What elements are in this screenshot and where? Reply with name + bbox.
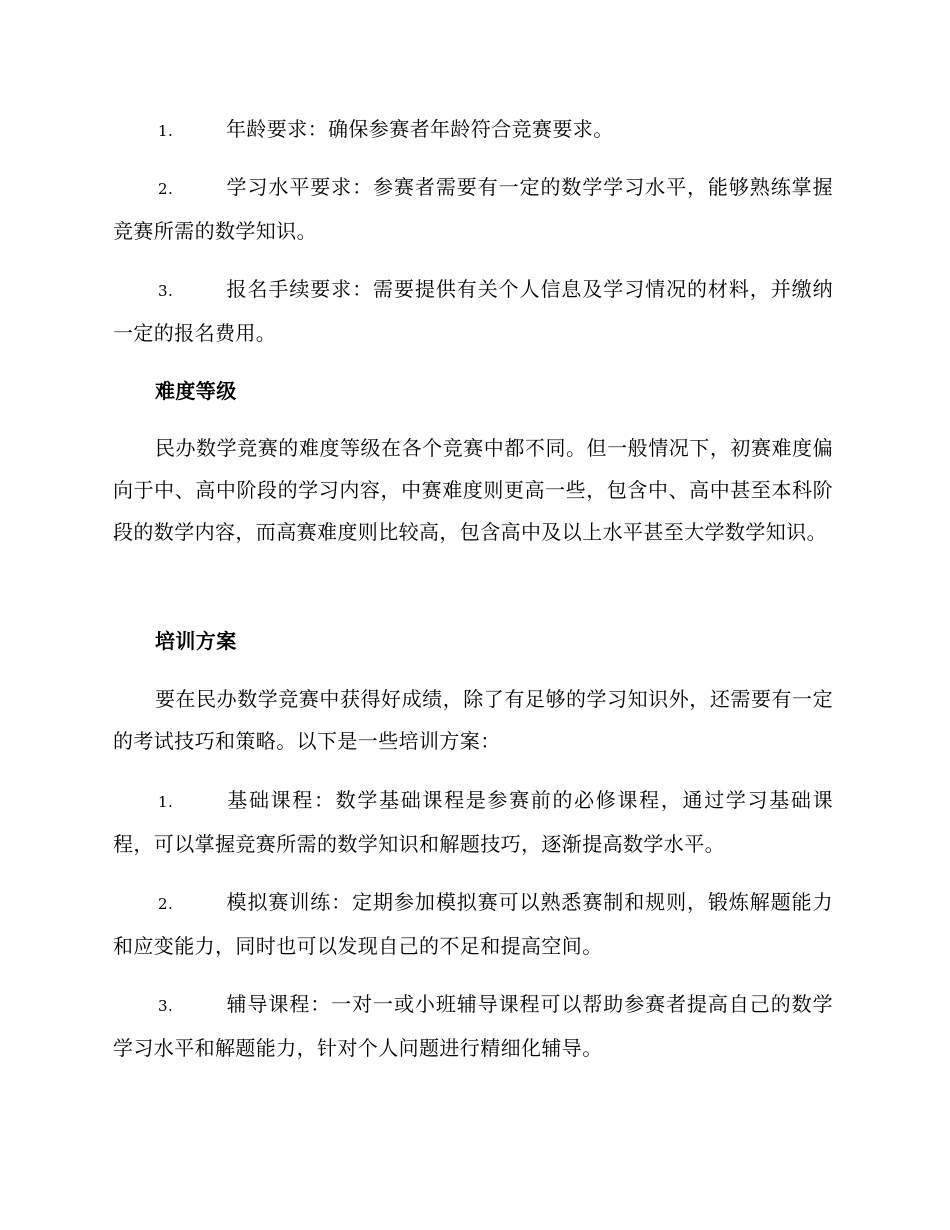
requirement-item-3 — [113, 268, 833, 354]
difficulty-heading: 难度等级 — [155, 379, 237, 403]
requirement-text: 年龄要求：确保参赛者年龄符合竞赛要求。 — [226, 117, 614, 141]
training-item-text: 模拟赛训练：定期参加模拟赛可以熟悉赛制和规则，锻炼解题能力和应变能力，同时也可以发现自己的不足和提高空间。 — [113, 890, 833, 958]
list-number: 3. — [158, 997, 174, 1015]
list-number: 3. — [158, 282, 174, 300]
training-item-text: 基础课程：数学基础课程是参赛前的必修课程，通过学习基础课程，可以掌握竞赛所需的数学知识和解题技巧，逐渐提高数学水平。 — [113, 788, 833, 856]
list-number: 2. — [158, 895, 174, 913]
requirement-text: 报名手续要求：需要提供有关个人信息及学习情况的材料，并缴纳一定的报名费用。 — [113, 277, 833, 345]
training-item-text: 辅导课程：一对一或小班辅导课程可以帮助参赛者提高自己的数学学习水平和解题能力，针对个人问题进行精细化辅导。 — [113, 992, 833, 1060]
requirement-text: 学习水平要求：参赛者需要有一定的数学学习水平，能够熟练掌握竞赛所需的数学知识。 — [113, 175, 833, 243]
training-intro: 要在民办数学竞赛中获得好成绩，除了有足够的学习知识外，还需要有一定的考试技巧和策略。以下是一些培训方案： — [113, 687, 833, 753]
training-item-2 — [113, 881, 833, 967]
training-item-1 — [113, 779, 833, 865]
list-number: 2. — [158, 180, 174, 198]
difficulty-body: 民办数学竞赛的难度等级在各个竞赛中都不同。但一般情况下，初赛难度偏向于中、高中阶段的学习内容，中赛难度则更高一些，包含中、高中甚至本科阶段的数学内容，而高赛难度则比较高，包含高中及以上水平甚至大学数学知识。 — [113, 436, 833, 544]
training-item-3 — [113, 983, 833, 1069]
list-number: 1. — [158, 793, 174, 811]
training-heading: 培训方案 — [155, 629, 237, 653]
requirement-item-1 — [113, 108, 833, 152]
list-number: 1. — [158, 122, 174, 140]
requirement-item-2 — [113, 166, 833, 252]
